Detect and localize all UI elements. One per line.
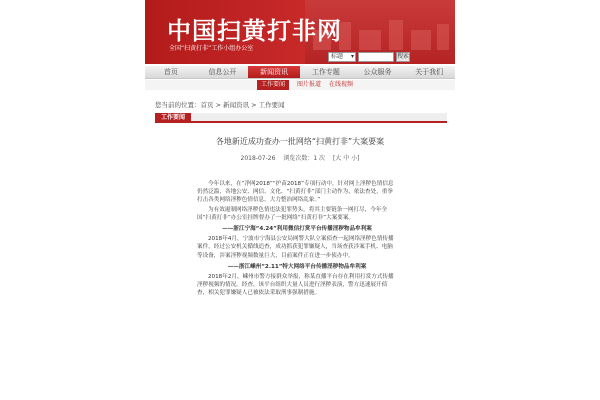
sub-nav [145,80,455,90]
site-subtitle: 全国“扫黄打非”工作小组办公室 [169,45,254,52]
case-heading: ——浙江宁海“4.24”利用微信打赏平台传播淫秽物品牟利案 [222,226,372,233]
subnav-item-online-video[interactable]: 在线视频 [329,81,354,88]
article-body [197,180,397,299]
search-type-select[interactable]: 标题 ▾ [328,52,356,62]
search-box [328,52,410,62]
article-paragraph: 2018年4月，宁波市宁海县公安局网警大队立案侦查一起网络淫秽色情传播案件，经过公安机关循线追查，成功抓获犯罪嫌疑人，当场查获涉案手机、电脑等设备，涉案淫秽视频数量巨大，目前案件正在进一步侦办中。 [197,236,394,259]
nav-item-public-service[interactable]: 公众服务 [363,68,392,76]
subnav-item-work-news[interactable]: 工作要闻 [257,80,289,90]
breadcrumb: 您当前的位置：首页 > 新闻资讯 > 工作要闻 [155,101,285,109]
article-date: 2018-07-26 [240,155,276,162]
article-paragraph: 今年以来，在“净网2018”“护苗2018”专项行动中，针对网上淫秽色情信息仍然泛滥，各地公安、网信、文化、“扫黄打非”部门主动作为，依法查处，重拳打击各类网络淫秽色情信息，大力整治网络乱象。” [197,181,394,204]
site-logo[interactable]: 中国扫黄打非网 [167,16,342,45]
nav-item-topics[interactable]: 工作专题 [311,68,340,76]
section-header [155,113,447,123]
nav-item-home[interactable]: 首页 [163,68,178,76]
article-title: 各地新近成功查办一批网络“扫黄打非”大案要案 [215,137,385,146]
article-paragraph: 为有效遏制网络淫秽色情违法犯罪势头，将其主要链条一网打尽，今年全国“扫黄打非”办公室挂牌督办了一批网络“扫黄打非”大案要案。 [197,206,388,221]
search-button[interactable]: 搜索 [397,53,410,60]
article-meta [145,153,455,162]
article-views: 浏览次数：1 次 [283,155,326,162]
search-input[interactable] [358,52,394,62]
main-nav [145,66,455,79]
nav-item-about[interactable]: 关于我们 [415,68,444,76]
article-paragraph: 2018年2月，嵊州市警方接群众举报，称某直播平台存在利用打赏方式传播淫秽视频的情况。经查，该平台组织大量人员进行淫秽表演，警方迅速展开侦查，相关犯罪嫌疑人已被依法采取刑事强制措施。 [197,274,394,297]
nav-item-info-public[interactable]: 信息公开 [208,68,237,76]
header-banner [145,0,455,64]
section-label: 工作要闻 [155,113,191,123]
font-size-controls[interactable]: [大 中 小] [332,155,360,162]
subnav-item-photo-reports[interactable]: 图片报道 [297,81,322,88]
nav-item-news[interactable]: 新闻资讯 [248,66,300,78]
case-heading: ——浙江嵊州“2.11”特大网络平台传播淫秽物品牟利案 [227,263,367,270]
page [145,0,455,400]
